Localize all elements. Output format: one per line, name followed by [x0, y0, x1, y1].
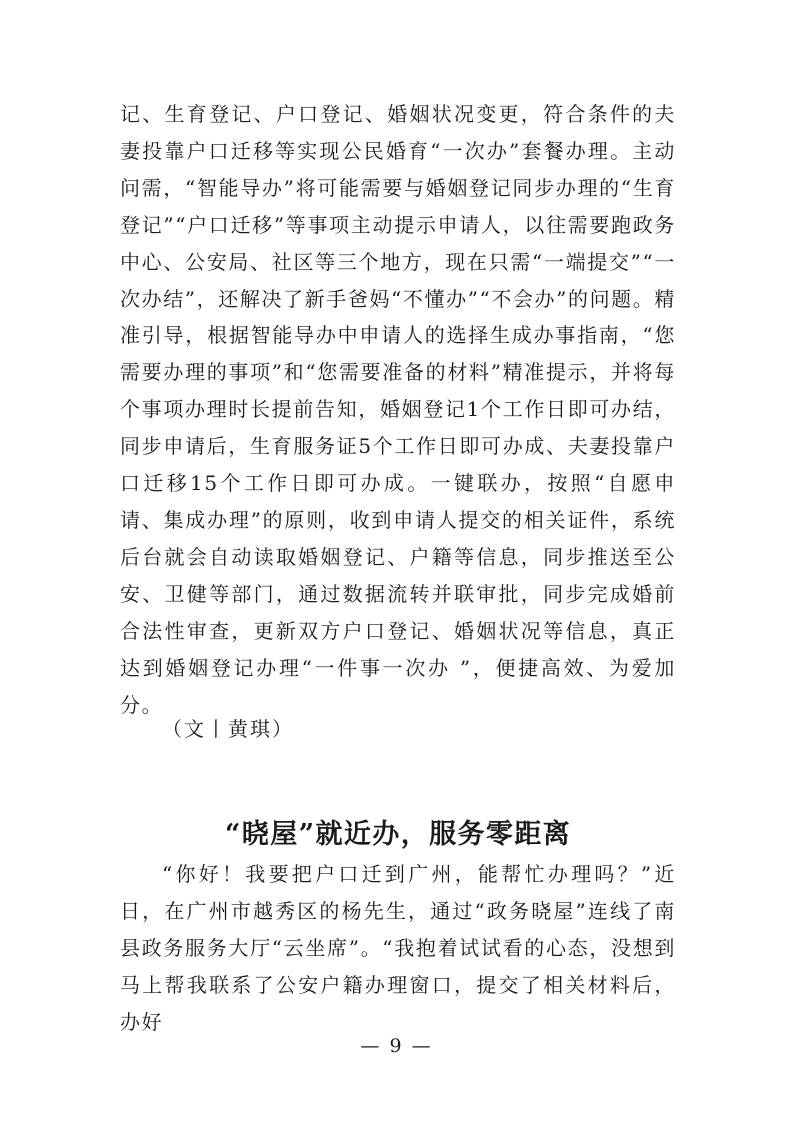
article-title: “晓屋”就近办，服务零距离	[224, 819, 572, 850]
article-body-opening: “你好！我要把户口迁到广州，能帮忙办理吗？”近日，在广州市越秀区的杨先生，通过“政务晓屋”连线了南县政务服务大厅“云坐席”。“我抱着试试看的心态，没想到马上帮我联系了公安户籍办理窗口，提交了相关材料后，办好	[120, 862, 676, 1034]
author-credit: （文丨黄琪）	[162, 717, 294, 741]
page-number: — 9 —	[360, 1035, 433, 1057]
article-body-continuation: 记、生育登记、户口登记、婚姻状况变更，符合条件的夫妻投靠户口迁移等实现公民婚育“一次办”套餐办理。主动问需，“智能导办”将可能需要与婚姻登记同步办理的“生育登记”“户口迁移”等事项主动提示申请人，以往需要跑政务中心、公安局、社区等三个地方，现在只需“一端提交”“一次办结”，还解决了新手爸妈“不懂办”“不会办”的问题。精准引导，根据智能导办中申请人的选择生成办事指南，“您需要办理的事项”和“您需要准备的材料”精准提示，并将每个事项办理时长提前告知，婚姻登记1个工作日即可办结，同步申请后，生育服务证5个工作日即可办成、夫妻投靠户口迁移15个工作日即可办成。一键联办，按照“自愿申请、集成办理”的原则，收到申请人提交的相关证件，系统后台就会自动读取婚姻登记、户籍等信息，同步推送至公安、卫健等部门，通过数据流转并联审批，同步完成婚前合法性审查，更新双方户口登记、婚姻状况等信息，真正达到婚姻登记办理“一件事一次办 ”，便捷高效、为爱加分。	[120, 102, 676, 717]
